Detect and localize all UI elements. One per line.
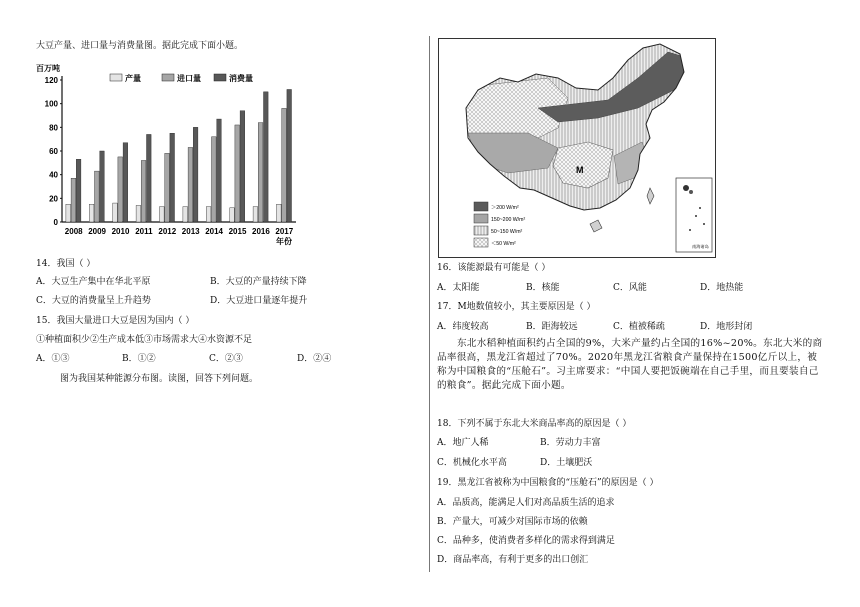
q18-option-b[interactable]: B．劳动力丰富 (540, 438, 601, 448)
legend-label-进口量: 进口量 (177, 74, 201, 83)
q18-option-d[interactable]: D．土壤肥沃 (540, 458, 593, 468)
bar-进口量-2017 (282, 108, 287, 222)
q16-option-b[interactable]: B．核能 (526, 283, 560, 293)
bar-消费量-2011 (147, 134, 152, 222)
q17-option-b[interactable]: B．距海较远 (526, 322, 578, 332)
map-intro: 图为我国某种能源分布图。读图，回答下列问题。 (60, 374, 259, 384)
bar-进口量-2009 (95, 171, 100, 222)
q16-option-c[interactable]: C．风能 (613, 283, 647, 293)
x-tick-label: 2012 (158, 227, 177, 236)
q16-option-d[interactable]: D．地热能 (700, 283, 744, 293)
column-divider (429, 36, 430, 572)
q15-option-a[interactable]: A．①③ (36, 354, 70, 364)
bar-消费量-2012 (170, 133, 175, 222)
bar-消费量-2017 (287, 89, 292, 222)
bar-消费量-2014 (217, 119, 222, 222)
x-tick-label: 2013 (181, 227, 200, 236)
q14-option-d[interactable]: D．大豆进口量逐年提升 (210, 296, 308, 306)
q14-stem: 14．我国（ ） (36, 259, 96, 269)
bar-产量-2017 (277, 204, 282, 222)
chart-intro: 大豆产量、进口量与消费量图。据此完成下面小题。 (36, 41, 244, 51)
q14-option-c[interactable]: C．大豆的消费量呈上升趋势 (36, 296, 151, 306)
legend-swatch-消费量 (214, 74, 226, 81)
legend-label-1: ＞200 W/m² (491, 205, 519, 211)
rice-passage: 东北水稻种植面积约占全国的9%，大米产量约占全国的16%~20%。东北大米的商品率很高，黑龙江省超过了70%。2020年黑龙江省粮食产量保持在1500亿斤以上，被称为中国粮食的“压舱石”。习主席要求：“中国人要把饭碗端在自己手里，而且要装自己的粮食”。据此完成下面小题。 (437, 338, 823, 391)
q17-stem: 17．M地数值较小，其主要原因是（ ） (437, 302, 596, 312)
x-tick-label: 2010 (111, 227, 130, 236)
x-tick-label: 2017 (275, 227, 294, 236)
inset-caption: 南海诸岛 (692, 244, 709, 249)
x-tick-label: 2011 (135, 227, 153, 236)
q15-option-c[interactable]: C．②③ (209, 354, 243, 364)
legend-swatch-进口量 (162, 74, 174, 81)
energy-distribution-map (438, 38, 716, 258)
y-tick-label: 0 (53, 218, 58, 227)
bar-产量-2008 (66, 204, 71, 222)
y-axis-unit-label: 百万吨 (36, 64, 60, 73)
q15-stem: 15．我国大量进口大豆是因为国内（ ） (36, 316, 195, 326)
q19-option-a[interactable]: A．品质高，能满足人们对高品质生活的追求 (437, 498, 615, 508)
bar-产量-2009 (89, 204, 94, 222)
legend-label-消费量: 消费量 (229, 74, 253, 83)
q19-stem: 19．黑龙江省被称为中国粮食的“压舱石”的原因是（ ） (437, 478, 659, 488)
bar-消费量-2010 (123, 143, 128, 222)
bar-进口量-2013 (188, 147, 193, 222)
map-label-m: M (576, 165, 584, 175)
y-tick-label: 20 (49, 194, 58, 204)
q16-stem: 16．该能源最有可能是（ ） (437, 263, 551, 273)
q17-option-d[interactable]: D．地形封闭 (700, 322, 753, 332)
legend-label-产量: 产量 (125, 74, 141, 83)
y-tick-label: 80 (49, 123, 58, 133)
q19-option-c[interactable]: C．品种多，使消费者多样化的需求得到满足 (437, 536, 615, 546)
x-tick-label: 2008 (64, 227, 83, 236)
inset-island-icon (683, 185, 689, 191)
bar-消费量-2015 (240, 111, 245, 222)
y-tick-label: 40 (49, 170, 58, 180)
q14-option-a[interactable]: A．大豆生产集中在华北平原 (36, 277, 151, 287)
legend-swatch-4 (474, 238, 488, 247)
bar-进口量-2012 (165, 153, 170, 222)
q15-items: ①种植面积少②生产成本低③市场需求大④水资源不足 (36, 335, 253, 345)
bar-产量-2014 (206, 207, 211, 222)
bar-进口量-2010 (118, 157, 123, 222)
soybean-bar-chart (30, 60, 300, 246)
q16-option-a[interactable]: A．太阳能 (437, 283, 480, 293)
x-tick-label: 2014 (205, 227, 223, 236)
bar-消费量-2009 (100, 151, 105, 222)
q19-option-b[interactable]: B．产量大，可减少对国际市场的依赖 (437, 517, 588, 527)
q18-option-a[interactable]: A．地广人稀 (437, 438, 489, 448)
q14-option-b[interactable]: B．大豆的产量持续下降 (210, 277, 307, 287)
bar-产量-2015 (230, 208, 235, 222)
bar-进口量-2015 (235, 125, 240, 222)
bar-产量-2016 (253, 207, 258, 222)
q18-option-c[interactable]: C．机械化水平高 (437, 458, 507, 468)
bar-进口量-2008 (71, 178, 76, 222)
legend-swatch-产量 (110, 74, 122, 81)
y-tick-label: 100 (44, 99, 58, 109)
legend-swatch-1 (474, 202, 488, 211)
q18-stem: 18．下列不属于东北大米商品率高的原因是（ ） (437, 419, 632, 429)
x-axis-label: 年份 (276, 237, 292, 246)
q17-option-c[interactable]: C．植被稀疏 (613, 322, 665, 332)
bar-产量-2011 (136, 205, 141, 222)
bar-产量-2013 (183, 207, 188, 222)
y-tick-label: 120 (44, 76, 58, 85)
x-tick-label: 2015 (228, 227, 247, 236)
legend-label-4: ＜50 W/m² (491, 241, 516, 247)
bar-产量-2010 (113, 203, 118, 222)
q19-option-d[interactable]: D．商品率高，有利于更多的出口创汇 (437, 555, 589, 565)
legend-swatch-3 (474, 226, 488, 235)
legend-swatch-2 (474, 214, 488, 223)
x-tick-label: 2009 (88, 227, 106, 236)
legend-label-3: 50~150 W/m² (491, 229, 523, 235)
q15-option-b[interactable]: B．①② (122, 354, 156, 364)
south-china-sea-inset (676, 178, 712, 252)
x-tick-label: 2016 (252, 227, 270, 236)
bar-进口量-2016 (258, 123, 263, 222)
bar-消费量-2008 (76, 159, 81, 222)
q15-option-d[interactable]: D．②④ (297, 354, 332, 364)
bar-消费量-2013 (193, 127, 198, 222)
bar-进口量-2011 (141, 160, 146, 222)
legend-label-2: 150~200 W/m² (491, 217, 526, 223)
bar-产量-2012 (160, 207, 165, 222)
bar-消费量-2016 (264, 92, 269, 222)
y-tick-label: 60 (49, 147, 58, 156)
bar-进口量-2014 (212, 137, 217, 222)
q17-option-a[interactable]: A．纬度较高 (437, 322, 489, 332)
